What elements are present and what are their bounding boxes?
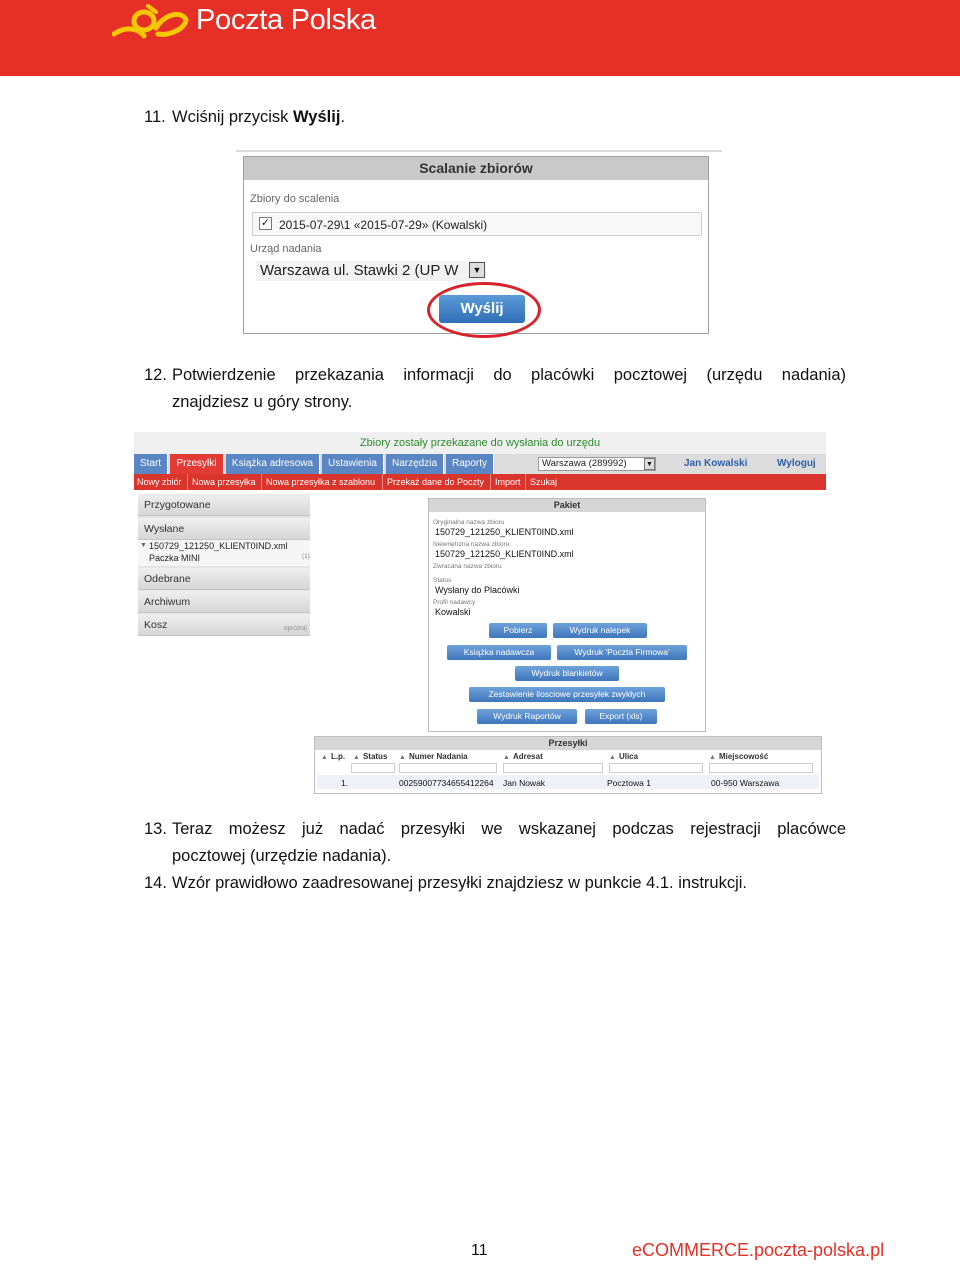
- subnav-search[interactable]: Szukaj: [530, 477, 558, 487]
- filter-street[interactable]: [609, 763, 703, 773]
- sidebar-item-archive[interactable]: Archiwum: [138, 591, 310, 613]
- logout-link[interactable]: Wyloguj: [777, 458, 816, 469]
- subnav-new-parcel-template[interactable]: Nowa przesyłka z szablonu: [263, 474, 383, 490]
- step-number: 14.: [144, 874, 167, 892]
- main-nav: [134, 454, 826, 474]
- header-banner: [0, 0, 960, 76]
- step-13: [144, 816, 846, 870]
- print-labels-button[interactable]: Wydruk nalepek: [553, 623, 647, 638]
- print-reports-button[interactable]: Wydruk Raportów: [477, 709, 577, 724]
- cell-city: 00-950 Warszawa: [711, 778, 780, 788]
- print-blanks-button[interactable]: Wydruk blankietów: [515, 666, 619, 681]
- confirmation-message: Zbiory zostały przekazane do wysłania do urzędu: [134, 432, 826, 454]
- col-status[interactable]: ▲ Status: [353, 752, 387, 761]
- dialog-title: Scalanie zbiorów: [244, 157, 708, 180]
- highlight-circle: [427, 282, 541, 338]
- step-number: 13.: [144, 820, 167, 838]
- print-firm-mail-button[interactable]: Wydruk 'Poczta Firmowa': [557, 645, 687, 660]
- footer-website-link[interactable]: eCOMMERCE.poczta-polska.pl: [632, 1240, 885, 1260]
- brand-name: Poczta Polska: [196, 4, 376, 36]
- unique-name-label: Niewnętrzna nazwa zbioru: [433, 541, 510, 548]
- tab-reports[interactable]: Raporty: [446, 454, 494, 474]
- step-text-line2: znajdziesz u góry strony.: [172, 393, 353, 411]
- screenshot-parcels-app: [134, 432, 826, 796]
- grid-title: Przesyłki: [315, 737, 821, 750]
- subnav-new-set[interactable]: Nowy zbiór: [134, 474, 188, 490]
- cell-street: Pocztowa 1: [607, 778, 651, 788]
- original-name-value: 150729_121250_KLIENT0IND.xml: [435, 527, 574, 537]
- sidebar-item-received[interactable]: Odebrane: [138, 568, 310, 590]
- subnav-transfer-data[interactable]: Przekaż dane do Poczty: [384, 474, 491, 490]
- subnav-import[interactable]: Import: [492, 474, 526, 490]
- page-number: 11: [471, 1242, 488, 1259]
- tab-tools[interactable]: Narzędzia: [386, 454, 444, 474]
- profile-label: Profil nadawcy: [433, 599, 476, 606]
- chevron-down-icon[interactable]: ▼: [644, 458, 655, 470]
- step-text-end: .: [340, 108, 345, 126]
- filter-status[interactable]: [351, 763, 395, 773]
- screenshot-merge-files: [236, 150, 722, 334]
- col-lp[interactable]: ▲ L.p.: [321, 752, 345, 761]
- summary-button[interactable]: Zestawienie ilosciowe przesyłek zwykłych: [469, 687, 665, 702]
- merge-dialog: [243, 156, 709, 334]
- file-checkbox[interactable]: ✓: [260, 217, 271, 229]
- expand-icon[interactable]: ▼: [140, 542, 147, 549]
- tab-parcels[interactable]: Przesyłki: [170, 454, 224, 474]
- filter-tracking-number[interactable]: [399, 763, 497, 773]
- sidebar-item-trash[interactable]: Kosz: [138, 614, 310, 636]
- profile-value: Kowalski: [435, 607, 471, 617]
- step-11: [144, 104, 846, 131]
- step-14: [144, 870, 846, 897]
- step-number: 11.: [144, 108, 166, 126]
- sub-nav: [134, 474, 826, 490]
- empty-trash-link[interactable]: opróżnij: [284, 625, 307, 632]
- sent-subitem[interactable]: [138, 540, 310, 566]
- dispatch-book-button[interactable]: Książka nadawcza: [447, 645, 551, 660]
- packet-title: Pakiet: [429, 499, 705, 512]
- sent-count: (1): [302, 553, 310, 560]
- parcels-grid: [314, 736, 822, 794]
- sent-file-name: 150729_121250_KLIENT0IND.xml: [149, 541, 288, 551]
- step-12: [144, 362, 846, 416]
- file-entry: 2015-07-29\1 «2015-07-29» (Kowalski): [279, 218, 488, 232]
- cell-tracking-number: 00259007734655412264: [399, 778, 494, 788]
- step-text: Wciśnij przycisk: [172, 108, 294, 126]
- sidebar-item-prepared[interactable]: Przygotowane: [138, 494, 310, 516]
- step-text-line2: pocztowej (urzędzie nadania).: [172, 847, 392, 865]
- status-value: Wysłany do Placówki: [435, 585, 520, 595]
- file-list: [252, 212, 702, 236]
- step-text: Wzór prawidłowo zaadresowanej przesyłki znajdziesz w punkcie 4.1. instrukcji.: [172, 874, 747, 892]
- sent-package-name: Paczka MINI: [149, 553, 201, 563]
- chevron-down-icon[interactable]: ▼: [469, 262, 485, 278]
- step-number: 12.: [144, 366, 167, 384]
- export-xls-button[interactable]: Export (xls): [585, 709, 657, 724]
- sidebar: [138, 494, 310, 634]
- col-recipient[interactable]: ▲ Adresat: [503, 752, 543, 761]
- cell-recipient: Jan Nowak: [503, 778, 546, 788]
- cell-lp: 1.: [341, 778, 349, 788]
- sidebar-item-sent[interactable]: Wysłane: [138, 518, 310, 540]
- tab-start[interactable]: Start: [134, 454, 168, 474]
- tab-settings[interactable]: Ustawienia: [322, 454, 384, 474]
- original-name-label: Oryginalna nazwa zbioru: [433, 519, 505, 526]
- send-button[interactable]: Wyślij: [439, 295, 525, 323]
- user-name: Jan Kowalski: [684, 458, 748, 469]
- status-label: Status: [433, 577, 452, 584]
- poczta-polska-logo-icon: [112, 4, 190, 42]
- filter-recipient[interactable]: [503, 763, 603, 773]
- tab-address-book[interactable]: Książka adresowa: [226, 454, 320, 474]
- returned-name-label: Zwracana nazwa zbioru: [433, 563, 502, 570]
- office-label: Urząd nadania: [250, 243, 322, 255]
- office-select[interactable]: Warszawa (289992): [538, 457, 656, 471]
- office-select[interactable]: Warszawa ul. Stawki 2 (UP W: [256, 261, 486, 281]
- download-button[interactable]: Pobierz: [489, 623, 547, 638]
- unique-name-value: 150729_121250_KLIENT0IND.xml: [435, 549, 574, 559]
- step-text-line1: Potwierdzenie przekazania informacji do placówki pocztowej (urzędu nadania): [172, 366, 846, 384]
- merge-label: Zbiory do scalenia: [250, 193, 340, 205]
- subnav-new-parcel[interactable]: Nowa przesyłka: [189, 474, 262, 490]
- filter-city[interactable]: [709, 763, 813, 773]
- col-tracking-number[interactable]: ▲ Numer Nadania: [399, 752, 468, 761]
- packet-panel: [428, 498, 706, 732]
- col-city[interactable]: ▲ Miejscowość: [709, 752, 768, 761]
- step-text-line1: Teraz możesz już nadać przesyłki we wskazanej podczas rejestracji placówce: [172, 820, 846, 838]
- col-street[interactable]: ▲ Ulica: [609, 752, 638, 761]
- step-bold-text: Wyślij: [293, 108, 341, 126]
